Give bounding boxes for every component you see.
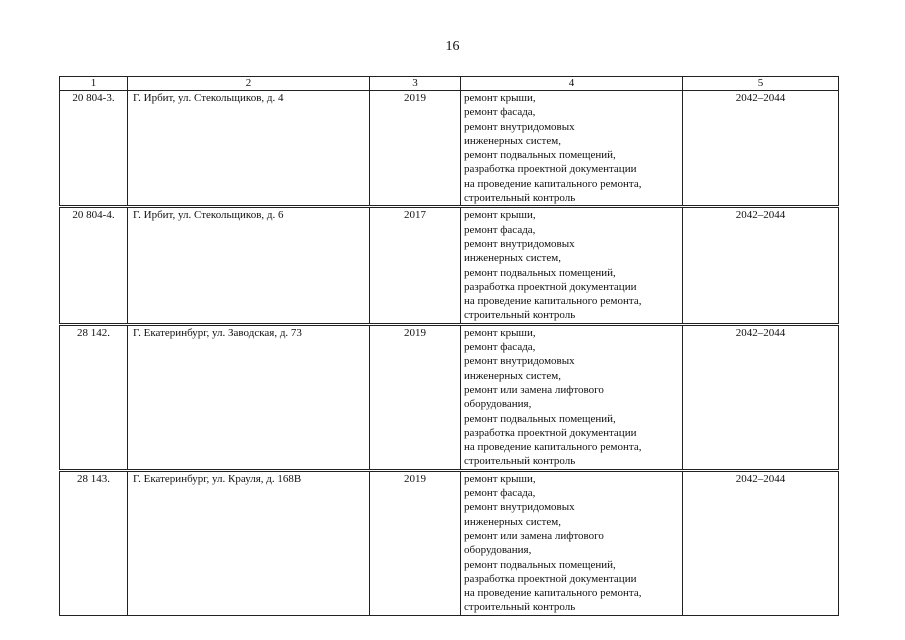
works-cell [461,91,683,207]
column-header: 2 [128,77,370,91]
work-item: разработка проектной документации [464,426,637,439]
work-item: ремонт подвальных помещений, [464,266,616,279]
works-list [464,91,679,205]
work-item: ремонт фасада, [464,341,536,354]
works-list [464,326,679,469]
period-cell: 2042–2044 [683,91,839,207]
year-cell: 2017 [370,207,461,324]
work-item: инженерных систем, [464,369,561,382]
period-cell: 2042–2044 [683,324,839,470]
work-item: разработка проектной документации [464,280,637,293]
row-number: 20 804-3. [60,91,128,207]
work-item: строительный контроль [464,601,576,614]
table-header-row [60,77,839,91]
column-header: 4 [461,77,683,91]
work-item: ремонт крыши, [464,472,536,485]
work-item: ремонт крыши, [464,209,536,222]
works-cell [461,207,683,324]
work-item: ремонт внутридомовых [464,120,575,133]
address-cell: Г. Екатеринбург, ул. Крауля, д. 168В [128,470,370,615]
table-row [60,324,839,470]
table-row [60,470,839,615]
work-item: ремонт фасада, [464,487,536,500]
row-number: 28 142. [60,324,128,470]
work-item: оборудования, [464,398,532,411]
repair-schedule-table [59,76,839,616]
table-row [60,207,839,324]
work-item: ремонт внутридомовых [464,237,575,250]
work-item: ремонт подвальных помещений, [464,149,616,162]
table-body [60,91,839,616]
work-item: на проведение капитального ремонта, [464,295,642,308]
work-item: инженерных систем, [464,134,561,147]
column-header: 3 [370,77,461,91]
year-cell: 2019 [370,91,461,207]
column-header: 5 [683,77,839,91]
work-item: строительный контроль [464,309,576,322]
work-item: ремонт внутридомовых [464,355,575,368]
row-number: 20 804-4. [60,207,128,324]
period-cell: 2042–2044 [683,207,839,324]
work-item: оборудования, [464,544,532,557]
work-item: ремонт крыши, [464,326,536,339]
year-cell: 2019 [370,470,461,615]
work-item: ремонт крыши, [464,92,536,104]
address-cell: Г. Екатеринбург, ул. Заводская, д. 73 [128,324,370,470]
work-item: на проведение капитального ремонта, [464,177,642,190]
year-cell: 2019 [370,324,461,470]
works-cell [461,324,683,470]
work-item: разработка проектной документации [464,572,637,585]
work-item: инженерных систем, [464,252,561,265]
address-cell: Г. Ирбит, ул. Стекольщиков, д. 4 [128,91,370,207]
table-row [60,91,839,207]
work-item: инженерных систем, [464,515,561,528]
work-item: строительный контроль [464,192,576,205]
works-list [464,472,679,615]
work-item: ремонт или замена лифтового [464,383,604,396]
work-item: на проведение капитального ремонта, [464,587,642,600]
work-item: ремонт или замена лифтового [464,529,604,542]
work-item: ремонт подвальных помещений, [464,412,616,425]
works-list [464,208,679,322]
work-item: ремонт фасада, [464,106,536,119]
address-cell: Г. Ирбит, ул. Стекольщиков, д. 6 [128,207,370,324]
work-item: строительный контроль [464,455,576,468]
work-item: ремонт подвальных помещений, [464,558,616,571]
work-item: на проведение капитального ремонта, [464,441,642,454]
work-item: ремонт внутридомовых [464,501,575,514]
works-cell [461,470,683,615]
period-cell: 2042–2044 [683,470,839,615]
column-header: 1 [60,77,128,91]
work-item: ремонт фасада, [464,223,536,236]
work-item: разработка проектной документации [464,163,637,176]
page-number: 16 [445,39,460,54]
row-number: 28 143. [60,470,128,615]
